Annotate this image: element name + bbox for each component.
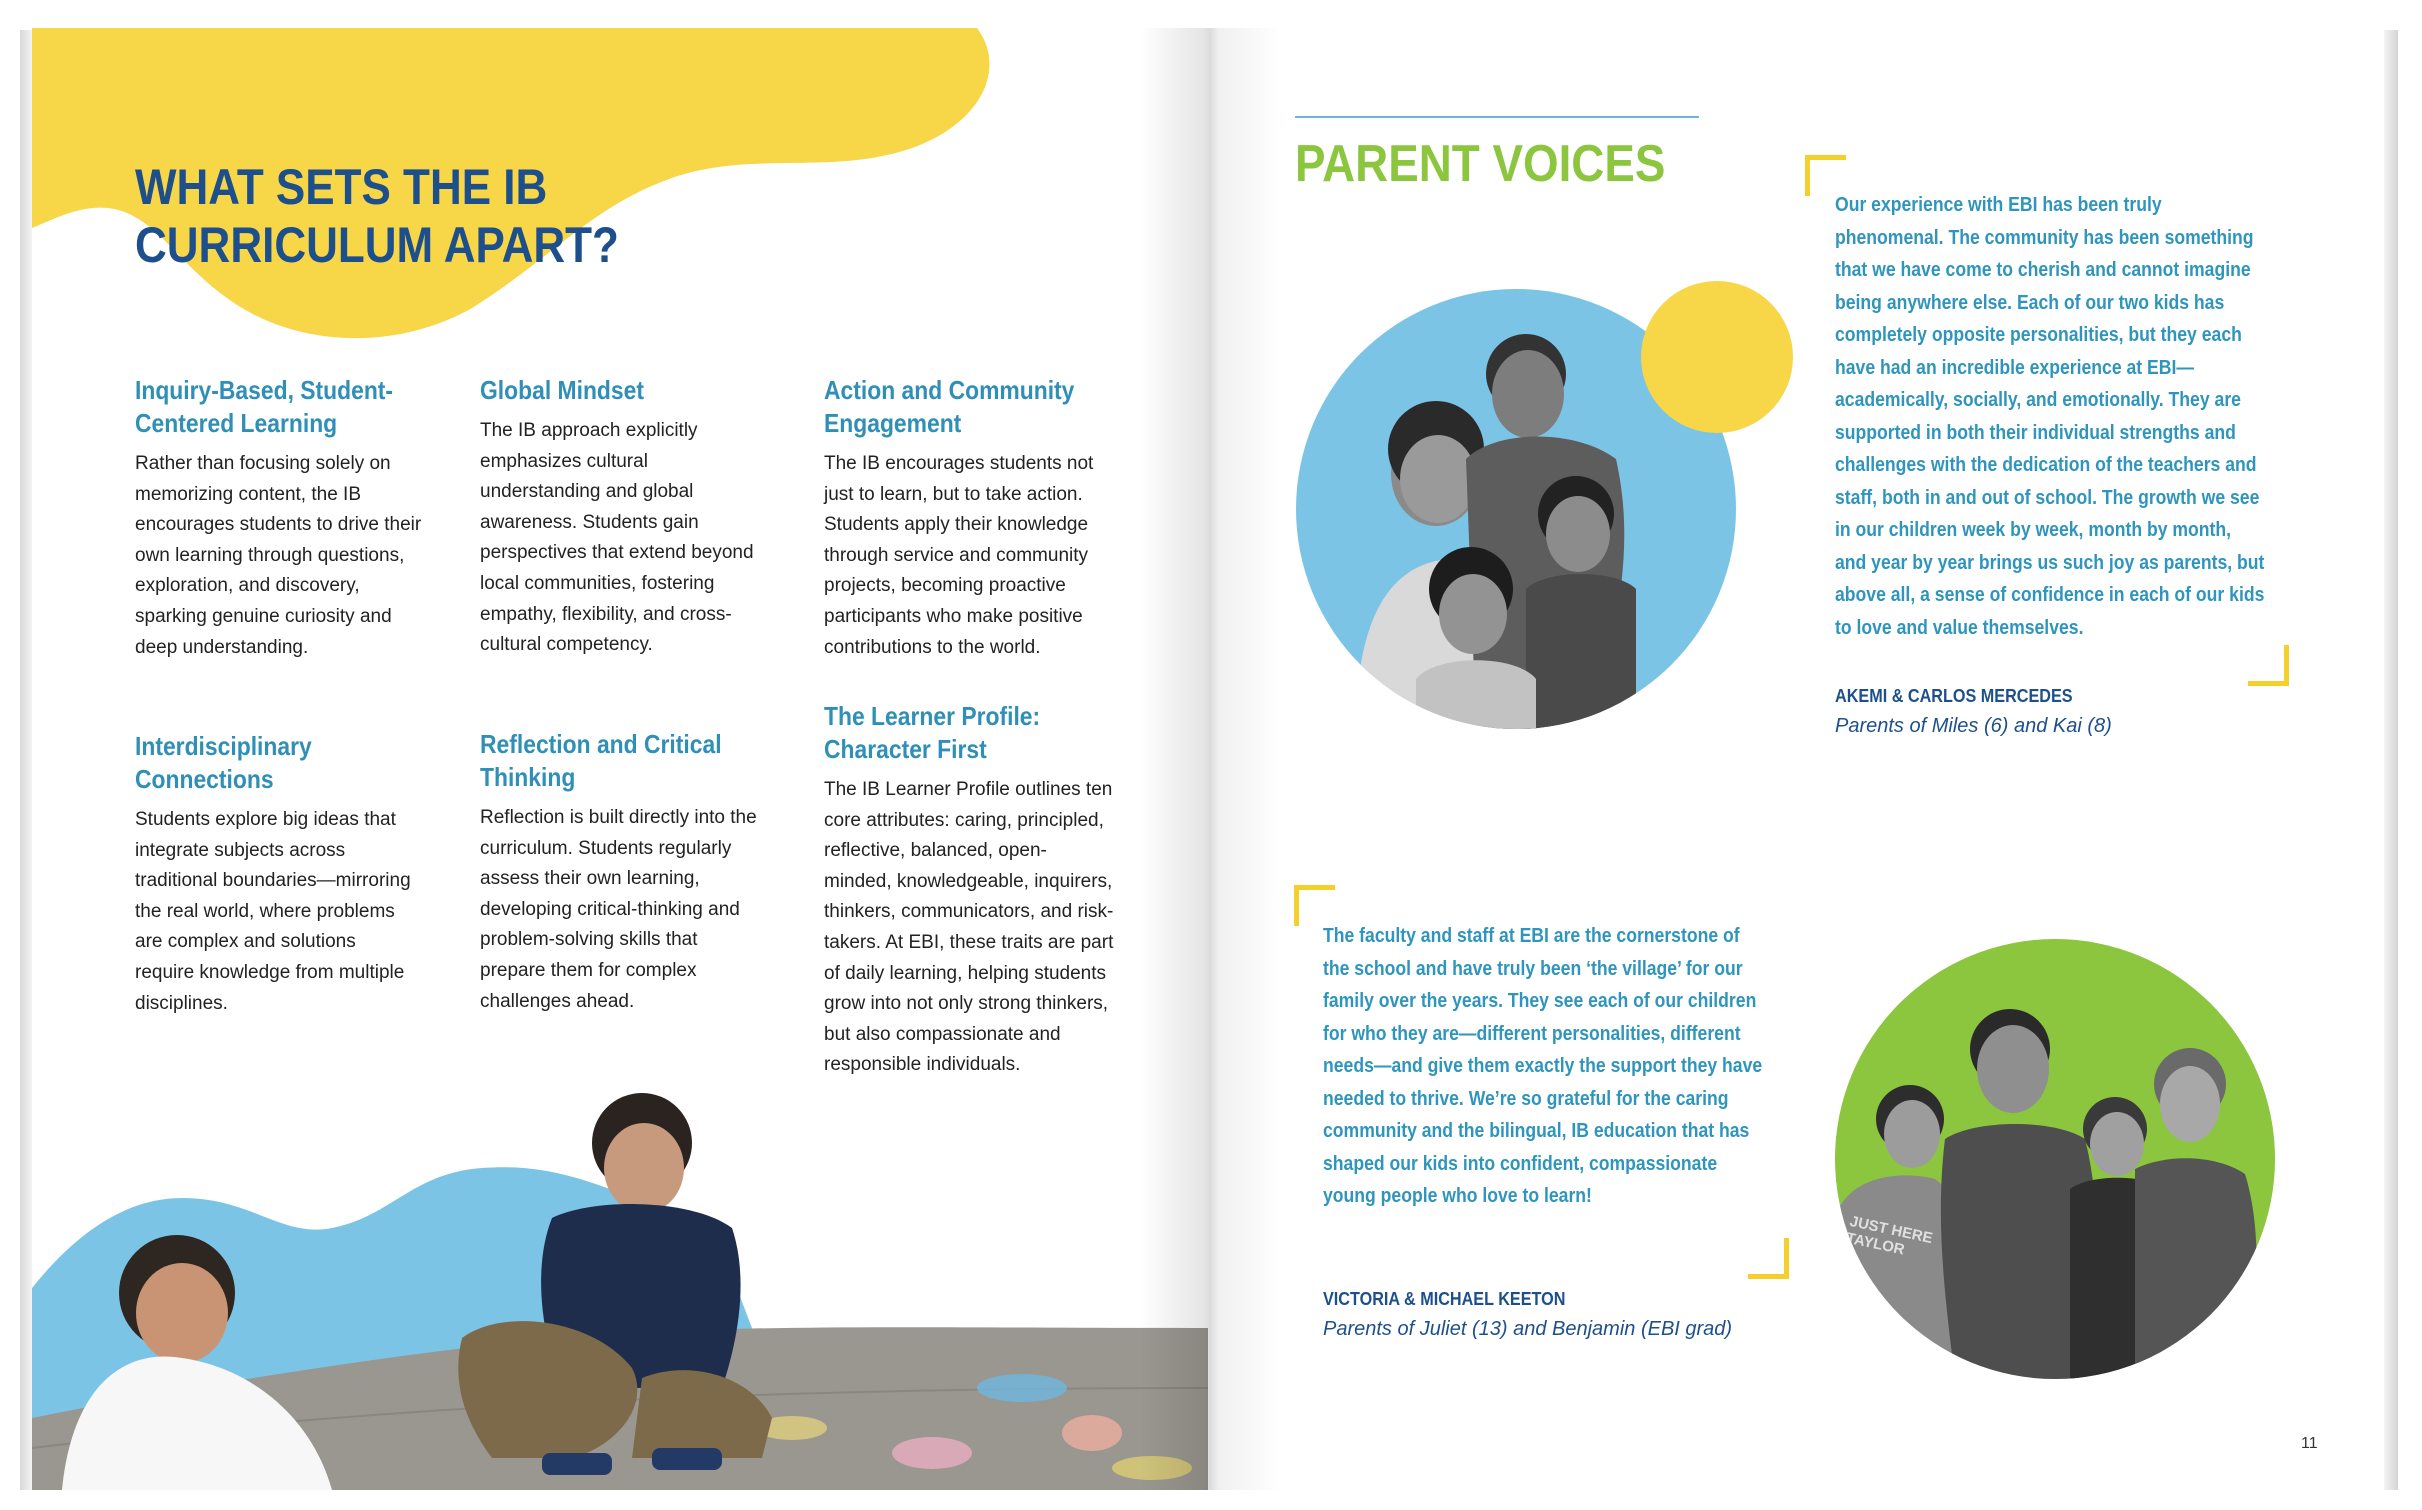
section-body-reflection: Reflection is built directly into the curriculum. Students regularly assess their own learning, developing critical-thinking and problem-solving skills that prepare them for complex challenges ahead. (480, 807, 757, 1012)
section-body-interdisciplinary: Students explore big ideas that integrate subjects across traditional boundaries—mirroring the real world, where problems are complex and solutions require knowledge from multiple disciplines. (135, 809, 411, 1014)
yellow-circle-decoration (1641, 281, 1793, 433)
page-number: 11 (2301, 1435, 2318, 1452)
page-edge-left (20, 30, 32, 1490)
quote-bracket-close-2 (1748, 1238, 1789, 1279)
testimonial-quote-2: The faculty and staff at EBI are the cornerstone of the school and have truly been ‘the village’ for our family over the years. They see each of our children for who they are—different personalities, different needs—and give them exactly the support they have needed to thrive. We’re so grateful for the caring community and the bilingual, IB education that has shaped our kids into confident, compassionate young people who love to learn! (1323, 925, 1763, 1207)
section-heading-interdisciplinary: Interdisciplinary Connections (135, 731, 312, 794)
shirt-text: JUST HERE TAYLOR (1844, 1212, 1935, 1259)
quote-bracket-close-1 (2248, 645, 2289, 686)
title-rule (1295, 116, 1699, 118)
section-body-inquiry: Rather than focusing solely on memorizing content, the IB encourages students to drive their own learning through questions, exploration, and discovery, sparking genuine curiosity and deep understanding. (135, 453, 422, 658)
section-heading-global: Global Mindset (480, 375, 644, 405)
section-heading-action: Action and Community Engagement (824, 375, 1075, 438)
testimonial-relation-2: Parents of Juliet (13) and Benjamin (EBI grad) (1323, 1318, 1733, 1340)
section-heading-learner-profile: The Learner Profile: Character First (824, 701, 1041, 764)
testimonial-quote-1: Our experience with EBI has been truly phenomenal. The community has been something that we have come to cherish and cannot imagine being anywhere else. Each of our two kids has completely opposite personalities, but they each have had an incredible experience at EBI—academically, socially, and emotionally. They are supported in both their individual strengths and challenges with the dedication of the teachers and staff, both in and out of school. The growth we see in our children week by week, month by month, and year by year brings us such joy as parents, but above all, a sense of confidence in each of our kids to love and value themselves. (1835, 194, 2265, 639)
section-body-global: The IB approach explicitly emphasizes cultural understanding and global awareness. Students gain perspectives that extend beyond local communities, fostering empathy, flexibility, and cross-cultural competency. (480, 420, 754, 656)
testimonial-relation-1: Parents of Miles (6) and Kai (8) (1835, 715, 2112, 737)
section-body-learner-profile: The IB Learner Profile outlines ten core attributes: caring, principled, reflective, balanced, open-minded, knowledgeable, inquirers, thinkers, communicators, and risk-takers. At EBI, these traits are part of daily learning, helping students grow into not only strong thinkers, but also compassionate and responsible individuals. (824, 779, 1114, 1076)
family-photo-keeton (1835, 939, 2275, 1379)
right-page (1208, 28, 2384, 1490)
left-page (32, 28, 1208, 1490)
section-heading-inquiry: Inquiry-Based, Student-Centered Learning (135, 375, 394, 438)
testimonial-name-1: AKEMI & CARLOS MERCEDES (1835, 686, 2073, 706)
testimonial-name-2: VICTORIA & MICHAEL KEETON (1323, 1289, 1566, 1309)
family-photo-keeton-figures (1835, 939, 2275, 1379)
parent-voices-title: PARENT VOICES (1295, 135, 1666, 193)
kids-chalk-photo (32, 1088, 1208, 1490)
page-title: WHAT SETS THE IB CURRICULUM APART? (135, 159, 619, 273)
section-body-action: The IB encourages students not just to learn, but to take action. Students apply their knowledge through service and community projects, becoming proactive participants who make positive contributions to the world. (824, 453, 1094, 658)
section-heading-reflection: Reflection and Critical Thinking (480, 729, 722, 792)
page-edge-right (2384, 30, 2398, 1490)
